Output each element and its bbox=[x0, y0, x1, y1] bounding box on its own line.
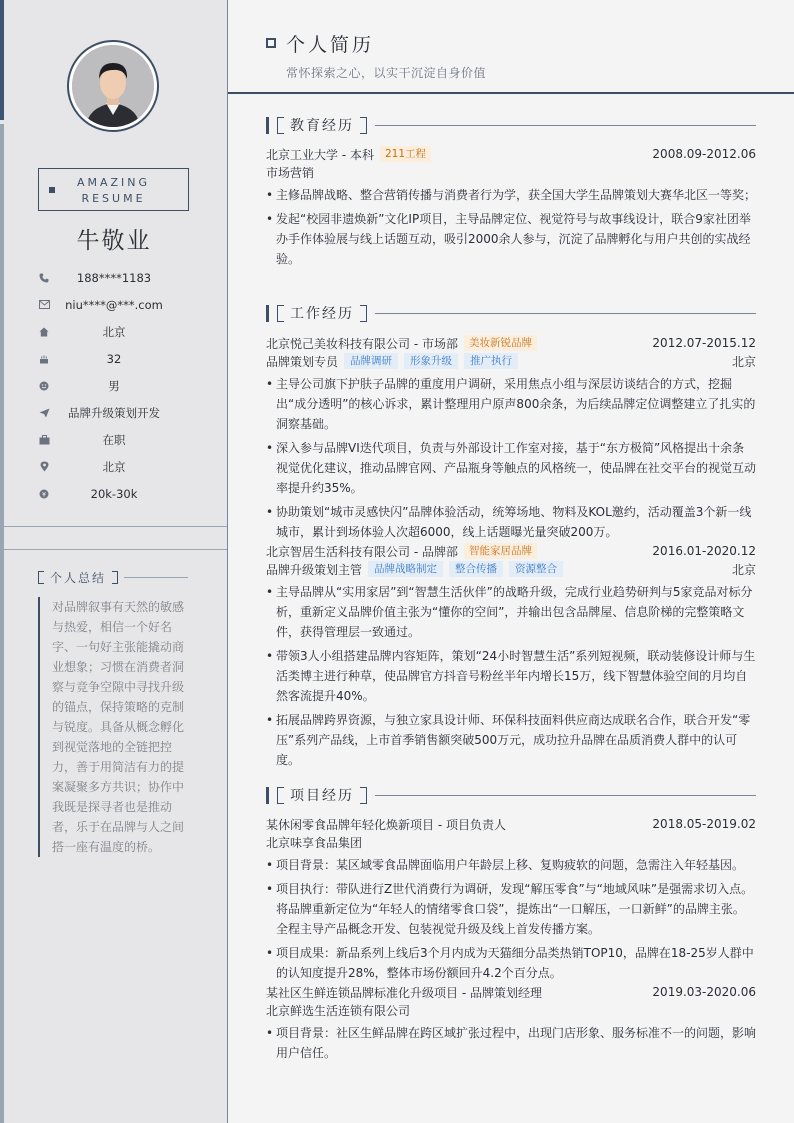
salary-icon bbox=[38, 488, 50, 500]
age-value: 32 bbox=[106, 351, 122, 366]
info-row-location bbox=[0, 453, 228, 480]
section-rule bbox=[375, 313, 756, 314]
job-date: 2016.01-2020.12 bbox=[652, 544, 756, 558]
project-bullet: • 项目背景：社区生鲜品牌在跨区域扩张过程中，出现门店形象、服务标准不一的问题，影响用户信任。 bbox=[266, 1023, 756, 1063]
section-heading-work bbox=[266, 304, 756, 322]
info-row-age bbox=[0, 345, 228, 372]
face-icon bbox=[38, 380, 50, 392]
cake-icon bbox=[38, 353, 50, 365]
company-tag: 美妆新锐品牌 bbox=[464, 335, 537, 351]
project-entry bbox=[266, 815, 756, 983]
title-square-icon bbox=[266, 38, 276, 48]
project-name: 某社区生鲜连锁品牌标准化升级项目 - 品牌策划经理 bbox=[266, 985, 542, 1000]
status-value: 在职 bbox=[102, 432, 126, 447]
skill-tag: 品牌战略制定 bbox=[368, 561, 443, 577]
bracket-left bbox=[38, 571, 44, 584]
header-rule bbox=[228, 92, 794, 94]
skill-tag: 形象升级 bbox=[404, 353, 458, 369]
school-tag: 211工程 bbox=[380, 146, 431, 162]
mail-icon bbox=[38, 299, 50, 311]
skill-tag: 整合传播 bbox=[449, 561, 503, 577]
summary-heading bbox=[38, 569, 118, 586]
briefcase-icon bbox=[38, 434, 50, 446]
send-icon bbox=[38, 407, 50, 419]
skill-tag: 推广执行 bbox=[464, 353, 518, 369]
bracket-right bbox=[112, 571, 118, 584]
project-company: 北京味享食品集团 bbox=[266, 835, 363, 850]
main-content bbox=[228, 0, 794, 1123]
avatar-photo bbox=[72, 45, 154, 127]
work-bullet: • 主导公司旗下护肤子品牌的重度用户调研，采用焦点小组与深层访谈结合的方式，挖掘出“成分透明”的核心诉求，累计整理用户原声800余条，为后续品牌定位调整建立了扎实的洞察基础。 bbox=[266, 374, 756, 434]
contact-info-list bbox=[0, 264, 228, 507]
work-bullet: • 带领3人小组搭建品牌内容矩阵，策划“24小时智慧生活”系列短视频，联动装修设计师与生活类博主进行种草，使品牌官方抖音号粉丝半年内增长15万，线下智慧体验空间的月均自然客流提升40%。 bbox=[266, 646, 756, 706]
sidebar-accent-stripe bbox=[0, 0, 4, 120]
phone-icon bbox=[38, 272, 50, 284]
section-bar bbox=[266, 117, 269, 134]
badge-dot bbox=[49, 187, 55, 193]
info-row-salary bbox=[0, 480, 228, 507]
section-rule bbox=[375, 125, 756, 126]
project-date: 2018.05-2019.02 bbox=[652, 817, 756, 831]
home-icon bbox=[38, 326, 50, 338]
info-row-email bbox=[0, 291, 228, 318]
email-value: niu****@***.com bbox=[65, 297, 163, 312]
info-row-hometown bbox=[0, 318, 228, 345]
info-row-gender bbox=[0, 372, 228, 399]
sidebar bbox=[0, 0, 228, 1123]
work-bullet: • 深入参与品牌VI迭代项目，负责与外部设计工作室对接，基于“东方极简”风格提出十余条视觉优化建议，推动品牌官网、产品瓶身等触点的风格统一，使品牌在社交平台的视觉互动率提升约35%。 bbox=[266, 438, 756, 498]
section-heading-projects bbox=[266, 786, 756, 804]
summary-title: 个人总结 bbox=[50, 571, 107, 585]
project-name: 某休闲零食品牌年轻化焕新项目 - 项目负责人 bbox=[266, 817, 506, 832]
info-row-phone bbox=[0, 264, 228, 291]
badge-line-1: AMAZING bbox=[76, 176, 151, 189]
company-name: 北京悦己美妆科技有限公司 - 市场部 bbox=[266, 336, 458, 351]
job-city: 北京 bbox=[731, 562, 756, 577]
job-city: 北京 bbox=[731, 354, 756, 369]
summary-title-rule bbox=[124, 577, 188, 578]
school-name: 北京工业大学 - 本科 bbox=[266, 147, 374, 162]
major: 市场营销 bbox=[266, 165, 315, 180]
summary-text: 对品牌叙事有天然的敏感与热爱，相信一个好名字、一句好主张能撬动商业想象；习惯在消费者洞察与竞争空隙中寻找升级的锚点，保持策略的克制与锐度。具备从概念孵化到视觉落地的全链把控力，善于用简洁有力的提案凝聚多方共识；协作中我既是探寻者也是推动者，乐于在品牌与人之间搭一座有温度的桥。 bbox=[38, 597, 186, 857]
project-entry bbox=[266, 983, 756, 1063]
bracket-right bbox=[360, 305, 367, 322]
section-title: 工作经历 bbox=[290, 306, 354, 322]
project-date: 2019.03-2020.06 bbox=[652, 985, 756, 999]
target-role-value: 品牌升级策划开发 bbox=[68, 405, 160, 420]
phone-value: 188****1183 bbox=[76, 270, 152, 285]
education-date: 2008.09-2012.06 bbox=[652, 147, 756, 161]
salary-value: 20k-30k bbox=[90, 486, 138, 501]
section-title: 教育经历 bbox=[290, 118, 354, 134]
page-subtitle: 常怀探索之心，以实干沉淀自身价值 bbox=[286, 66, 487, 80]
work-bullet: • 协助策划“城市灵感快闪”品牌体验活动，统筹场地、物料及KOL邀约，活动覆盖3个新一线城市，累计到场体验人次超6000，线上话题曝光量突破200万。 bbox=[266, 502, 756, 542]
section-title: 项目经历 bbox=[290, 788, 354, 804]
resume-badge bbox=[38, 168, 189, 211]
candidate-name: 牛敬业 bbox=[76, 228, 152, 254]
sidebar-divider bbox=[4, 526, 227, 527]
education-bullet: • 主修品牌战略、整合营销传播与消费者行为学，获全国大学生品牌策划大赛华北区一等奖； bbox=[266, 185, 756, 205]
project-bullet: • 项目执行：带队进行Z世代消费行为调研，发现“解压零食”与“地域风味”是强需求切入点。将品牌重新定位为“年轻人的情绪零食口袋”，提炼出“一口解压，一口新鲜”的品牌主张。全程主导产品概念开发、包装视觉升级及线上首发传播方案。 bbox=[266, 879, 756, 939]
job-date: 2012.07-2015.12 bbox=[652, 336, 756, 350]
project-company: 北京鲜选生活连锁有限公司 bbox=[266, 1003, 411, 1018]
company-name: 北京智居生活科技有限公司 - 品牌部 bbox=[266, 544, 458, 559]
badge-line-2: RESUME bbox=[81, 192, 146, 205]
sidebar-divider bbox=[4, 549, 227, 550]
location-value: 北京 bbox=[102, 459, 126, 474]
bracket-right bbox=[360, 117, 367, 134]
company-tag: 智能家居品牌 bbox=[464, 543, 537, 559]
education-entry bbox=[266, 145, 756, 269]
location-pin-icon bbox=[38, 461, 50, 473]
section-bar bbox=[266, 787, 269, 804]
avatar bbox=[67, 40, 159, 132]
gender-value: 男 bbox=[108, 378, 120, 393]
work-entry bbox=[266, 334, 756, 542]
hometown-value: 北京 bbox=[102, 324, 126, 339]
job-role: 品牌策划专员 bbox=[266, 354, 339, 369]
skill-tag: 品牌调研 bbox=[344, 353, 398, 369]
bracket-right bbox=[360, 787, 367, 804]
work-bullet: • 拓展品牌跨界资源，与独立家具设计师、环保科技面料供应商达成联名合作，联合开发“零压”系列产品线，上市首季销售额突破500万元，成功拉升品牌在品质消费人群中的认可度。 bbox=[266, 710, 756, 770]
info-row-target-role bbox=[0, 399, 228, 426]
work-entry bbox=[266, 542, 756, 770]
job-role: 品牌升级策划主管 bbox=[266, 562, 363, 577]
bracket-left bbox=[277, 117, 284, 134]
work-bullet: • 主导品牌从“实用家居”到“智慧生活伙伴”的战略升级，完成行业趋势研判与5家竞品对标分析，重新定义品牌价值主张为“懂你的空间”，并输出包含品牌屋、信息阶梯的完整策略文件，获得管理层一致通过。 bbox=[266, 582, 756, 642]
section-bar bbox=[266, 305, 269, 322]
section-heading-education bbox=[266, 116, 756, 134]
section-rule bbox=[375, 795, 756, 796]
education-bullet: • 发起“校园非遗焕新”文化IP项目，主导品牌定位、视觉符号与故事线设计，联合9家社团举办手作体验展与线上话题互动，吸引2000余人参与，沉淀了品牌孵化与用户共创的实战经验。 bbox=[266, 209, 756, 269]
info-row-status bbox=[0, 426, 228, 453]
project-bullet: • 项目成果：新品系列上线后3个月内成为天猫细分品类热销TOP10，品牌在18-25岁人群中的认知度提升28%，整体市场份额回升4.2个百分点。 bbox=[266, 943, 756, 983]
project-bullet: • 项目背景：某区域零食品牌面临用户年龄层上移、复购疲软的问题，急需注入年轻基因。 bbox=[266, 855, 756, 875]
page-title: 个人简历 bbox=[286, 34, 375, 56]
bracket-left bbox=[277, 787, 284, 804]
skill-tag: 资源整合 bbox=[509, 561, 563, 577]
bracket-left bbox=[277, 305, 284, 322]
